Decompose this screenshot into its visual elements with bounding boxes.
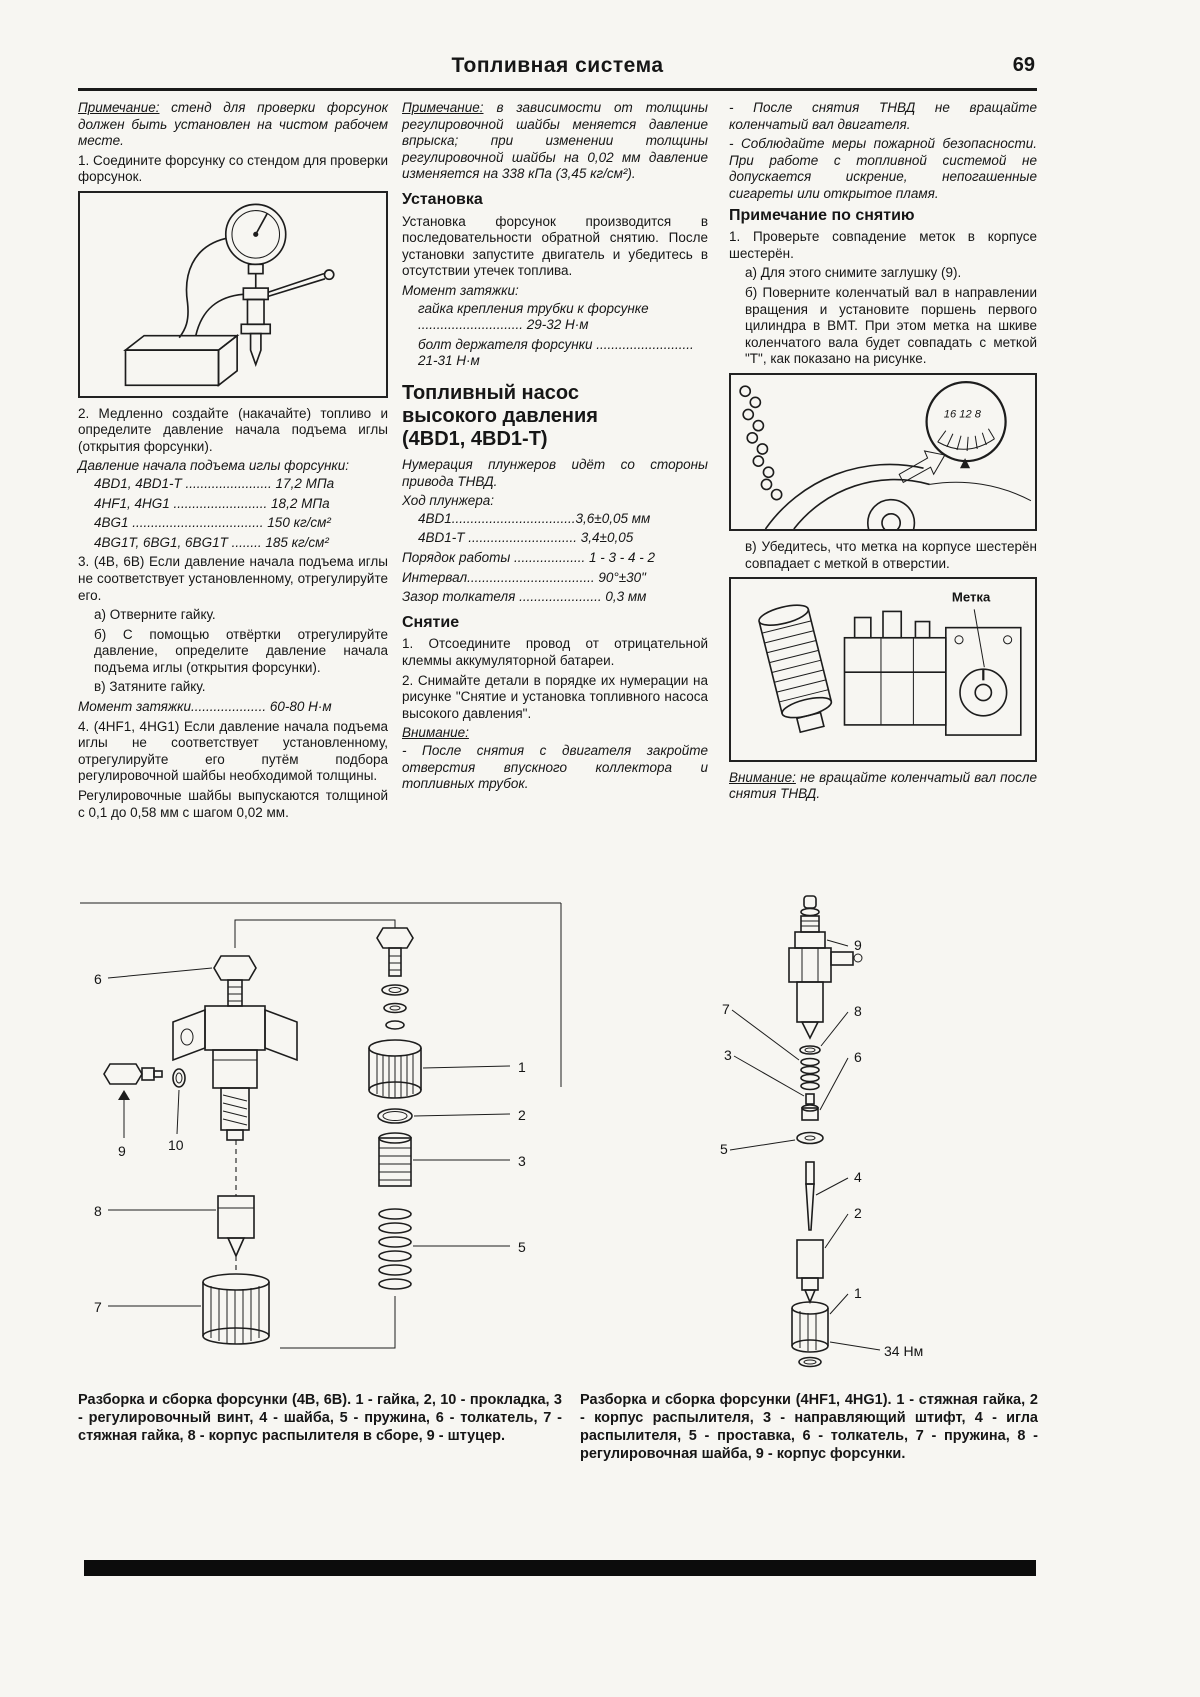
- page-bottom-bar: [84, 1560, 1036, 1576]
- substep-v: в) Затяните гайку.: [94, 679, 206, 695]
- plunger-numbering-note: Нумерация плунжеров идёт со стороны привода ТНВД.: [402, 456, 708, 489]
- torque-label: 34 Нм: [884, 1343, 924, 1359]
- test-stand-hoses: [179, 238, 243, 337]
- heading-removal: Снятие: [402, 613, 460, 631]
- note-label: Примечание:: [78, 100, 160, 115]
- part-label-10: 10: [168, 1137, 184, 1153]
- timing-chain-icon: [740, 386, 782, 499]
- stroke-title: Ход плунжера:: [402, 493, 495, 509]
- cap-bolt-and-washers: [377, 928, 413, 1029]
- crank-pulley-arcs: [765, 464, 1030, 529]
- caption-injector-4b: Разборка и сборка форсунки (4B, 6B). 1 - гайка, 2, 10 - прокладка, 3 - регулировочный винт, 4 - шайба, 5 - пружина, 6 - толкатель, 7 - стяжная гайка, 8 - корпус распылителя в сборе, 9 - штуцер.: [78, 1391, 562, 1445]
- cap-nut: [792, 1302, 828, 1352]
- part-label-6: 6: [854, 1049, 862, 1065]
- page-header: [78, 54, 1037, 86]
- spec-line: 4BD1-T ............................. 3,4±0,05: [418, 530, 634, 546]
- spring: [801, 1059, 819, 1090]
- substep-a: а) Для этого снимите заглушку (9).: [745, 265, 962, 281]
- warning-fire-safety: - Соблюдайте меры пожарной безопасности. При работе с топливной системой не допускается искрение, непогашенные сигареты или открытое пламя.: [729, 136, 1037, 201]
- retaining-nut: [203, 1274, 269, 1344]
- warning-label-text: Внимание:: [402, 725, 469, 741]
- torque-line-bolt: болт держателя форсунки .......................... 21-31 Н·м: [418, 336, 694, 369]
- warning-final: [729, 770, 1037, 803]
- figure-injector-exploded-4hf: [580, 890, 1040, 1370]
- spacer: [797, 1133, 823, 1144]
- guide-pin: [806, 1094, 814, 1104]
- pusher: [802, 1105, 818, 1120]
- header-rule: [78, 88, 1037, 91]
- nozzle-body: [797, 1240, 823, 1302]
- note-label: Примечание:: [402, 100, 484, 115]
- figure-injector-test-stand: [78, 191, 388, 398]
- figure-timing-marks: [729, 373, 1037, 531]
- warning-text: не вращайте коленчатый вал после снятия ТНВД.: [729, 769, 1037, 802]
- heading-pump-line1: Топливный насос: [402, 381, 579, 404]
- substep-a: а) Отверните гайку.: [94, 607, 216, 623]
- injector-body: [789, 896, 862, 1038]
- removal-step2: 2. Снимайте детали в порядке их нумерации на рисунке "Снятие и установка топливного насоса высокого давления".: [402, 672, 708, 721]
- injector-test-stand-drawing: [80, 193, 386, 396]
- part-label-4: 4: [854, 1169, 862, 1185]
- part-label-3: 3: [724, 1047, 732, 1063]
- torque-line-nut: гайка крепления трубки к форсунке ............................ 29-32 Н·м: [418, 300, 649, 333]
- warning-crankshaft: - После снятия ТНВД не вращайте коленчатый вал двигателя.: [729, 100, 1037, 132]
- holder-assembly: [173, 956, 297, 1140]
- substep-v: в) Убедитесь, что метка на корпусе шестерён совпадает с меткой в отверстии.: [745, 539, 1037, 571]
- step-adjust-4b: 3. (4B, 6B) Если давление начала подъема иглы не соответствует установленному, отрегулируйте его.: [78, 554, 388, 603]
- warning-item: - После снятия с двигателя закройте отверстия впускного коллектора и топливных трубок.: [402, 742, 708, 792]
- pump-mark-drawing: [731, 579, 1035, 759]
- part-label-9: 9: [118, 1143, 126, 1159]
- caption-injector-4hf: Разборка и сборка форсунки (4HF1, 4HG1). 1 - стяжная гайка, 2 - корпус распылителя, 3 - направляющий штифт, 4 - игла распылителя, 5 - проставка, 6 - толкатель, 7 - пружина, 8 - регулировочная шайба, 9 - корпус форсунки.: [580, 1391, 1038, 1463]
- mark-leader-line: [974, 610, 984, 668]
- timing-marks-drawing: [731, 375, 1035, 529]
- test-stand-base: [125, 336, 237, 386]
- mark-label: Метка: [951, 589, 991, 605]
- shims-note: Регулировочные шайбы выпускаются толщиной с 0,1 до 0,58 мм с шагом 0,02 мм.: [78, 788, 388, 820]
- install-text: Установка форсунок производится в последовательности обратной снятию. После установки запустите двигатель и убедитесь в отсутствии утечек топлива.: [402, 213, 708, 279]
- spec-line: 4BG1 ................................... 150 кг/см²: [94, 515, 331, 531]
- spec-line: Порядок работы ................... 1 - 3 - 4 - 2: [402, 549, 656, 565]
- heading-removal-notes: Примечание по снятию: [729, 206, 915, 224]
- torque-title: Момент затяжки:: [402, 283, 519, 299]
- substep-b: б) С помощью отвёртки отрегулируйте давление, определите давление начала подъема иглы (открытия форсунки).: [94, 626, 388, 675]
- spec-line: Зазор толкателя ...................... 0,3 мм: [402, 589, 647, 605]
- note-text: стенд для проверки форсунок должен быть установлен на чистом рабочем месте.: [78, 100, 388, 149]
- spec-line: 4BD1.................................3,6±0,05 мм: [418, 510, 651, 526]
- heading-pump-line2: высокого давления: [402, 404, 598, 427]
- heading-pump: [402, 382, 708, 451]
- part-label-2: 2: [854, 1205, 862, 1221]
- part-label-8: 8: [854, 1003, 862, 1019]
- heading-pump-line3: (4BD1, 4BD1-T): [402, 427, 548, 450]
- nozzle-body: [218, 1196, 254, 1256]
- pump-housing: [844, 612, 945, 725]
- part-label-5: 5: [720, 1141, 728, 1157]
- part-label-5: 5: [518, 1239, 526, 1255]
- gear-case-with-mark: [946, 628, 1021, 735]
- ribbed-cylinder: [757, 601, 837, 735]
- axis-connector-top: [235, 920, 395, 948]
- substep-b: б) Поверните коленчатый вал в направлении вращения и установите поршень первого цилиндра в ВМТ. При этом метка на шкиве коленчатого вала будет совпадать с меткой "Т", как показано на рисунке.: [745, 285, 1037, 367]
- part-label-8: 8: [94, 1203, 102, 1219]
- column-middle: [402, 100, 708, 796]
- injector-and-handle: [241, 270, 334, 365]
- torque-line: Момент затяжки.................... 60-80 Н·м: [78, 699, 332, 715]
- pressure-spec-list: [78, 476, 388, 551]
- warning-label-text: Внимание:: [729, 769, 796, 785]
- step-connect: 1. Соедините форсунку со стендом для проверки форсунок.: [78, 152, 388, 185]
- part-label-2: 2: [518, 1107, 526, 1123]
- warning-label: [402, 725, 708, 742]
- part-label-9: 9: [854, 937, 862, 953]
- pointer-arrow-icon: [899, 451, 945, 482]
- column-right: [729, 100, 1037, 806]
- axis-connector-bottom: [280, 1296, 395, 1348]
- spec-line: 4HF1, 4HG1 ......................... 18,2 МПа: [94, 495, 330, 511]
- timing-scale-magnifier: [927, 382, 1006, 468]
- step-adjust-4hf: 4. (4HF1, 4HG1) Если давление начала подъема иглы не соответствует установленному, отрегулируйте его путём подбора регулировочной шайбы необходимой толщины.: [78, 718, 388, 784]
- adjusting-screw: [379, 1133, 411, 1186]
- part-label-6: 6: [94, 971, 102, 987]
- removal-step1: 1. Отсоедините провод от отрицательной клеммы аккумуляторной батареи.: [402, 636, 708, 668]
- part-label-1: 1: [518, 1059, 526, 1075]
- note-text: в зависимости от толщины регулировочной шайбы меняется давление впрыска; при изменении толщины регулировочной шайбы на 0,02 мм давление изменяется на 338 кПа (3,45 кг/см²).: [402, 100, 708, 182]
- check-marks-step: 1. Проверьте совпадение меток в корпусе шестерён.: [729, 229, 1037, 261]
- shim-washer: [800, 1046, 820, 1054]
- spec-line: Интервал.................................. 90°±30": [402, 569, 646, 585]
- pressure-spec-title: Давление начала подъема иглы форсунки:: [78, 458, 350, 474]
- part-label-1: 1: [854, 1285, 862, 1301]
- figure-injector-exploded-4b: [80, 902, 562, 1364]
- step-pump: 2. Медленно создайте (накачайте) топливо и определите давление начала подъема иглы (открытия форсунки).: [78, 405, 388, 454]
- nozzle-needle: [806, 1162, 814, 1230]
- column-left: [78, 100, 388, 824]
- gasket-ring: [378, 1109, 412, 1123]
- spring: [379, 1209, 411, 1289]
- heading-install: Установка: [402, 190, 483, 208]
- part-label-3: 3: [518, 1153, 526, 1169]
- inlet-fitting: [104, 1064, 185, 1138]
- note-workbench: [78, 100, 388, 150]
- pressure-gauge-icon: [226, 204, 286, 273]
- bottom-gasket: [799, 1358, 821, 1367]
- timing-scale-label: 16 12 8: [943, 408, 981, 421]
- cap-nut: [369, 1040, 421, 1098]
- page-title: Топливная система: [451, 54, 664, 77]
- page-number: 69: [1012, 54, 1035, 76]
- note-shim-pressure: [402, 100, 708, 183]
- figure-pump-mark: [729, 577, 1037, 761]
- part-label-7: 7: [722, 1001, 730, 1017]
- spec-line: 4BG1T, 6BG1, 6BG1T ........ 185 кг/см²: [94, 534, 329, 550]
- spec-line: 4BD1, 4BD1-T ....................... 17,2 МПа: [94, 475, 335, 491]
- part-label-7: 7: [94, 1299, 102, 1315]
